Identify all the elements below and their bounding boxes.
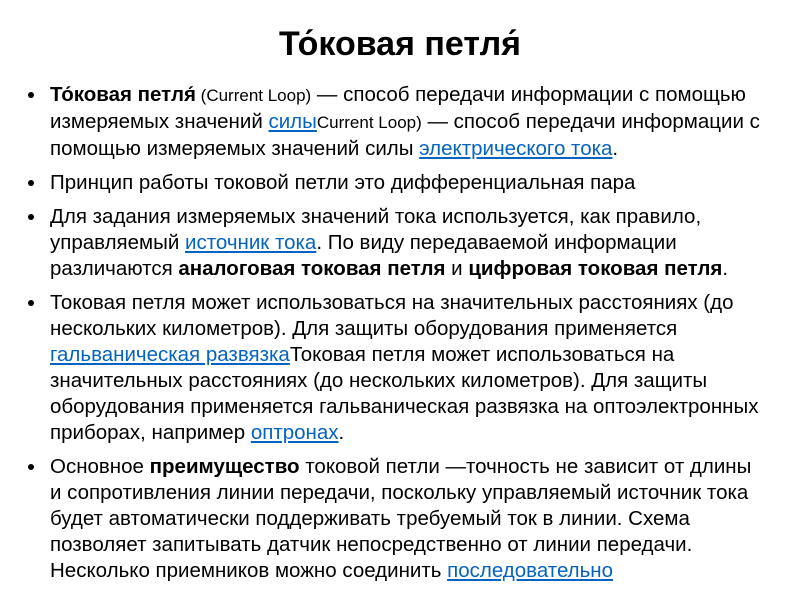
list-item <box>28 170 768 196</box>
link-sily[interactable]: силы <box>268 110 317 133</box>
text: Токовая петля может использоваться на значительных расстояниях (до нескольких километров). Для защиты оборудования применяется <box>50 291 734 340</box>
link-current-source[interactable]: источник тока <box>185 231 317 254</box>
text: — способ передачи информации с помощью измеряемых значений силы <box>50 110 760 160</box>
list-item <box>28 82 768 162</box>
bullet-dot-icon <box>28 92 34 98</box>
text: и <box>445 257 469 280</box>
bullet-dot-icon <box>28 300 34 306</box>
text: Для задания измеряемых значений тока используется, как правило, управляемый <box>50 205 702 254</box>
paren-text-2: Current Loop) <box>316 113 422 132</box>
link-galvanic-isolation[interactable]: гальваническая развязка <box>50 343 290 366</box>
term-bold: То́ковая петля́ <box>50 83 196 106</box>
text: Принцип работы токовой петли это дифференциальная пара <box>50 171 636 194</box>
text: . <box>338 421 345 444</box>
page-title: То́ковая петля́ <box>278 25 522 63</box>
bullet-dot-icon <box>28 180 34 186</box>
term-bold: преимущество <box>149 455 300 478</box>
bullet-dot-icon <box>28 214 34 220</box>
paren-text: (Current Loop) <box>195 86 312 105</box>
bullet-list <box>28 82 768 592</box>
text: токовой петли —точность не зависит от длины и сопротивления линии передачи, поскольку управляемый источник тока будет автоматически поддерживать требуемый ток в линии. Схема позволяет запитывать датчик непосредственно от линии передачи. Несколько приемников можно соединить <box>50 455 752 582</box>
term-bold: аналоговая токовая петля <box>178 257 446 280</box>
text: Токовая петля может использоваться на значительных расстояниях (до нескольких километров). Для защиты оборудования применяется гальваническая развязка на оптоэлектронных приборах, например <box>50 343 759 444</box>
text: — способ передачи информации с помощью измеряемых значений <box>50 83 746 133</box>
bullet-dot-icon <box>28 464 34 470</box>
link-series[interactable]: последовательно <box>447 559 614 582</box>
text: . <box>722 257 729 280</box>
link-electric-current[interactable]: электрического тока <box>419 137 613 160</box>
list-item <box>28 204 768 282</box>
text: Основное <box>50 455 150 478</box>
link-optocouplers[interactable]: оптронах <box>250 421 339 444</box>
list-item <box>28 290 768 446</box>
list-item <box>28 454 768 584</box>
text: . По виду передаваемой информации различаются <box>50 231 677 280</box>
term-bold: цифровая токовая петля <box>468 257 723 280</box>
text: . <box>612 137 619 160</box>
